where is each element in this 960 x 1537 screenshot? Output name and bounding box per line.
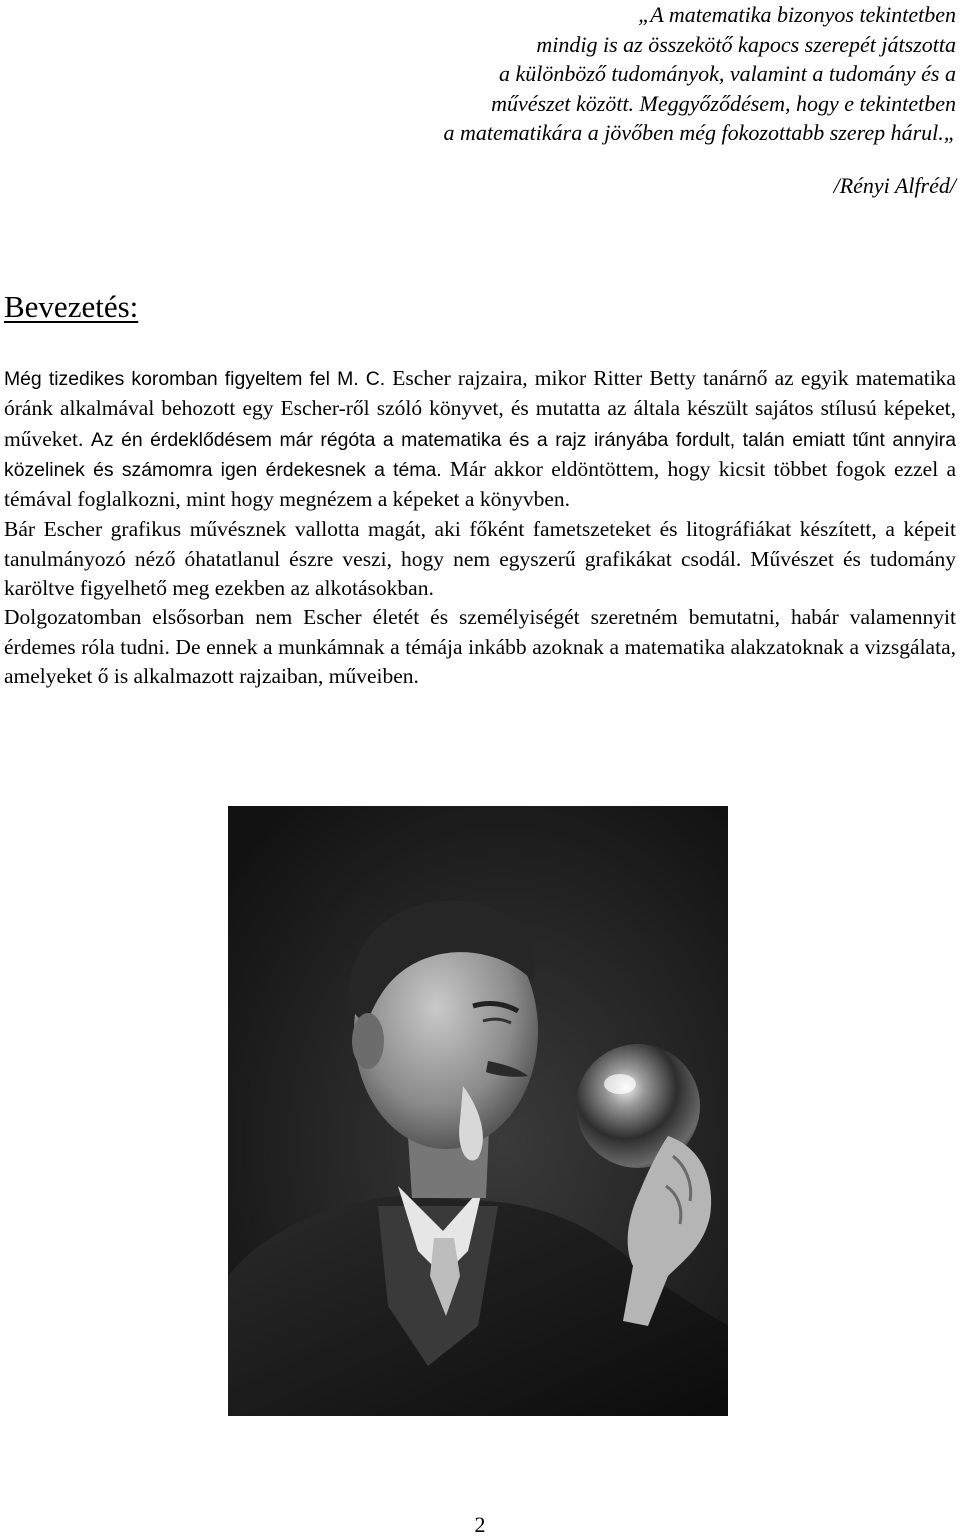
quote-line: a különböző tudományok, valamint a tudomány és a: [498, 61, 956, 86]
intro-segment: Még tizedikes koromban figyeltem fel M. C.: [4, 368, 393, 390]
paragraph-escher-art: Bár Escher grafikus művésznek vallotta magát, aki főként fametszeteket és litográfiákat készített, a képeit tanulmányozó néző óhatatlanul észre veszi, hogy nem egyszerű grafikákat csodál. Művészet és tudomány karöltve figyelhető meg ezekben az alkotásokban.: [4, 517, 956, 601]
quote-author: /Rényi Alfréd/: [833, 173, 956, 198]
section-heading: Bevezetés:: [4, 289, 139, 324]
sphere-highlight: [604, 1074, 636, 1094]
quote-line: a matematikára a jövőben még fokozottabb szerep hárul.„: [443, 120, 956, 145]
ear-shape: [352, 1013, 384, 1069]
intro-segment: Már akkor eldöntöttem, hogy kicsit többet fogok ezzel a témával foglalkozni, mint hogy megnézem a képeket a könyvben.: [4, 456, 956, 512]
escher-portrait-photo: [228, 806, 728, 1416]
quote-line: mindig is az összekötő kapocs szerepét játszotta: [536, 31, 956, 57]
quote-line: „A matematika bizonyos tekintetben: [638, 2, 956, 27]
page-number: 2: [474, 1512, 486, 1537]
portrait-illustration: [228, 806, 728, 1416]
intro-segment: Az én érdeklődésem már régóta a matematika és a rajz irányába fordult, talán emiatt tűnt annyira közelinek és számomra igen érdekesnek a téma.: [4, 428, 956, 481]
paragraph-intro: [4, 364, 956, 515]
quote-line: művészet között. Meggyőződésem, hogy e tekintetben: [491, 90, 956, 116]
epigraph-quote: [316, 0, 956, 148]
body-text: [4, 364, 956, 691]
paragraph-thesis-goal: Dolgozatomban elsősorban nem Escher életét és személyiségét szeretném bemutatni, habár valamennyit érdemes róla tudni. De ennek a munkámnak a témája inkább azoknak a matematika alakzatoknak a vizsgálata, amelyeket ő is alkalmazott rajzaiban, műveiben.: [4, 605, 956, 688]
intro-segment: Escher rajzaira, mikor Ritter Betty tanárnő az egyik matematika óránk alkalmával behozott egy Escher-ről szóló könyvet, és mutatta az általa készült sajátos stílusú képeket, műveket.: [4, 366, 956, 451]
